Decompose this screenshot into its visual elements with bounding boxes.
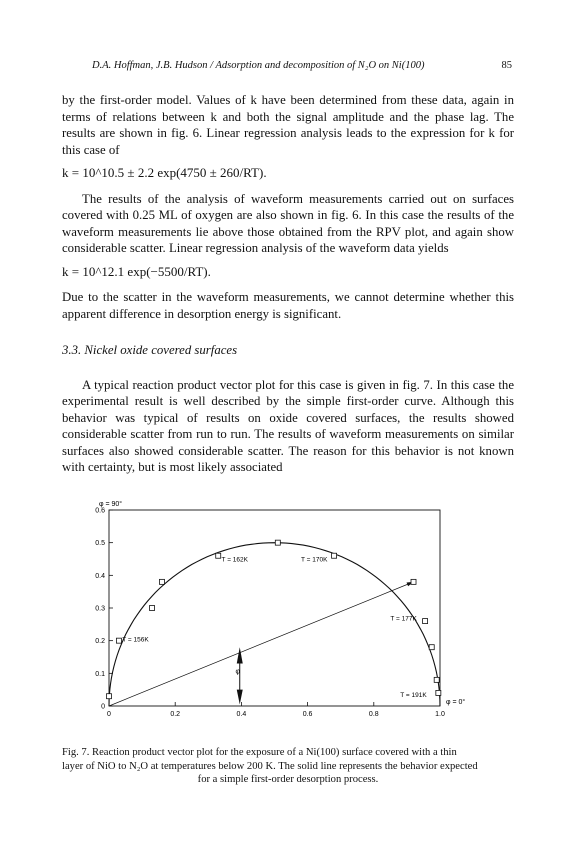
figure-caption	[62, 746, 514, 787]
data-point	[107, 694, 112, 699]
reaction-vector	[109, 582, 414, 706]
data-point	[411, 579, 416, 584]
page-number: 85	[501, 60, 512, 71]
phi-arrowhead-bottom	[237, 690, 243, 705]
data-point	[434, 677, 439, 682]
first-order-curve	[109, 543, 440, 706]
data-point	[216, 553, 221, 558]
paragraph-4: A typical reaction product vector plot for this case is given in fig. 7. In this case the experimental result is well described by the simple first-order curve. Although this behavior was typical of results on oxide covered surfaces, the results showed considerable scatter from run to run. The results of waveform measurements on similar surfaces also showed considerable scatter. The reason for this behavior is not known with certainty, but is most likely associated	[62, 377, 514, 474]
x-tick-label: 0.2	[170, 711, 181, 718]
equation-2: k = 10^12.1 exp(−5500/RT).	[62, 263, 211, 279]
temperature-label: T = 191K	[400, 692, 427, 700]
temperature-label: T = 177K	[390, 615, 417, 623]
temperature-label: T = 162K	[221, 556, 248, 564]
y-tick-label: 0.5	[95, 540, 105, 548]
data-point	[159, 579, 164, 584]
x-tick-label: 0.8	[368, 711, 379, 718]
section-title: 3.3. Nickel oxide covered surfaces	[62, 343, 238, 357]
phi-label: φ	[235, 668, 241, 676]
figure-7-plot	[62, 501, 514, 726]
data-point	[275, 540, 280, 545]
temperature-label: T = 156K	[122, 636, 149, 644]
paragraph-2: The results of the analysis of waveform measurements carried out on surfaces covered with 0.25 ML of oxygen are also shown in fig. 6. In this case the results of the waveform measurements lie above those obtained from the RPV plot, and again show considerable scatter. Linear regression analysis of the waveform data yields	[62, 191, 514, 255]
paragraph-1: by the first-order model. Values of k have been determined from these data, again in terms of relations between k and both the signal amplitude and the phase lag. The results are shown in fig. 6. Linear regression analysis leads to the expression for k for this case of	[62, 93, 514, 157]
data-point	[423, 619, 428, 624]
y-tick-label: 0.4	[95, 572, 105, 580]
y-tick-label: 0	[101, 703, 105, 711]
x-tick-label: 0.4	[236, 711, 247, 718]
phi-arrowhead	[237, 647, 243, 663]
running-title: D.A. Hoffman, J.B. Hudson / Adsorption and decomposition of N₂O on Ni(100)	[92, 60, 425, 71]
article-body	[62, 92, 514, 476]
data-point	[150, 606, 155, 611]
y-tick-label: 0.1	[95, 670, 105, 678]
equation-1: k = 10^10.5 ± 2.2 exp(4750 ± 260/RT).	[62, 165, 267, 180]
data-point	[429, 645, 434, 650]
x-tick-label: 1.0	[435, 711, 445, 718]
y-tick-label: 0.3	[95, 605, 105, 613]
data-point	[436, 690, 441, 695]
caption-line-1: Fig. 7. Reaction product vector plot for the exposure of a Ni(100) surface covered with a thin	[62, 747, 457, 758]
caption-line-3: for a simple first-order desorption process.	[197, 774, 379, 785]
paragraph-3: Due to the scatter in the waveform measurements, we cannot determine whether this apparent difference in desorption energy is significant.	[62, 290, 514, 321]
temperature-label: T = 170K	[300, 556, 328, 564]
phi-90-label: φ = 90°	[99, 501, 123, 508]
data-point	[332, 553, 337, 558]
phi-0-label: φ = 0°	[446, 699, 466, 706]
caption-line-2: layer of NiO to N₂O at temperatures below 200 K. The solid line represents the behavior expected	[62, 760, 478, 772]
data-point	[116, 638, 121, 643]
y-tick-label: 0.2	[95, 638, 105, 646]
x-tick-label: 0	[107, 711, 111, 718]
plot-frame	[109, 510, 440, 706]
x-tick-label: 0.6	[302, 711, 313, 718]
page-header	[92, 60, 512, 71]
y-tick-label: 0.6	[95, 507, 105, 515]
